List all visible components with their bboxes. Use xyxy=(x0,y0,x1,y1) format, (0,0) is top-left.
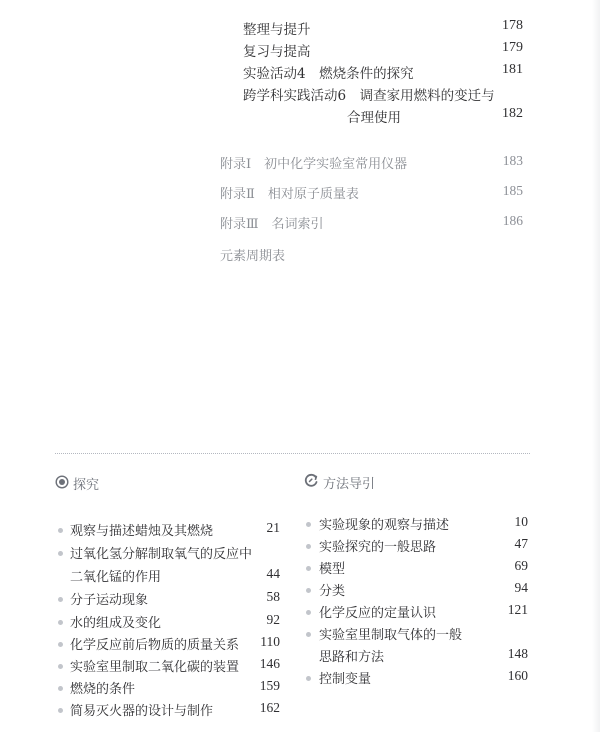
list-item-title: 过氧化氢分解制取氧气的反应中 xyxy=(70,547,253,562)
list-item-page: 10 xyxy=(514,514,528,529)
list-item-page: 69 xyxy=(514,558,528,573)
bullet-dot xyxy=(306,566,311,571)
toc-entry[interactable] xyxy=(243,84,523,124)
list-item-title: 控制变量 xyxy=(319,672,372,687)
toc-entry-page: 178 xyxy=(502,18,523,33)
bullet-dot xyxy=(58,642,63,647)
list-item-page: 160 xyxy=(507,668,528,683)
appendix-entry[interactable] xyxy=(220,153,523,172)
bullet-dot xyxy=(58,620,63,625)
bullet-dot xyxy=(58,664,63,669)
bullet-dot xyxy=(306,544,311,549)
toc-entry-page: 181 xyxy=(502,62,523,77)
appendix-entry-page: 185 xyxy=(502,183,523,198)
list-item-title: 简易灭火器的设计与制作 xyxy=(70,704,214,719)
toc-entry-page: 179 xyxy=(502,40,523,55)
toc-entry-title: 复习与提高 xyxy=(243,44,311,60)
list-item-title: 化学反应前后物质的质量关系 xyxy=(70,638,240,653)
toc-entry-title: 实验活动4 燃烧条件的探究 xyxy=(243,66,414,82)
appendix-entry[interactable] xyxy=(220,183,523,202)
list-item-page: 44 xyxy=(266,566,280,581)
bullet-dot xyxy=(306,522,311,527)
list-item-page: 94 xyxy=(514,580,528,595)
list-item-title: 燃烧的条件 xyxy=(70,682,136,697)
list-item-page: 47 xyxy=(514,536,528,551)
explore-heading-label: 探究 xyxy=(73,478,100,493)
toc-entry-title: 整理与提升 xyxy=(243,22,311,38)
toc-entry[interactable] xyxy=(243,40,523,60)
appendix-entry-title: 元素周期表 xyxy=(220,249,286,264)
target-icon xyxy=(55,475,69,493)
list-item-page: 92 xyxy=(266,612,280,627)
list-item-title: 水的组成及变化 xyxy=(70,616,162,631)
appendix-entry-page: 186 xyxy=(502,213,523,228)
bullet-dot xyxy=(58,597,63,602)
list-item-title: 模型 xyxy=(319,562,346,577)
list-item-page: 146 xyxy=(259,656,280,671)
appendix-entry-title: 附录Ⅱ 相对原子质量表 xyxy=(220,187,359,202)
appendix-entry-page: 183 xyxy=(502,153,523,168)
periodic-table-entry[interactable] xyxy=(220,245,523,264)
list-item-title: 化学反应的定量认识 xyxy=(319,606,437,621)
list-item-title: 实验室里制取二氧化碳的装置 xyxy=(70,660,240,675)
list-item-title-cont: 二氧化锰的作用 xyxy=(70,570,162,585)
bullet-dot xyxy=(58,686,63,691)
list-item-page: 148 xyxy=(507,646,528,661)
list-item-page: 121 xyxy=(507,602,528,617)
list-item-page: 159 xyxy=(259,678,280,693)
list-item-title: 观察与描述蜡烛及其燃烧 xyxy=(70,524,214,539)
list-item-page: 58 xyxy=(266,589,280,604)
list-item-title: 实验探究的一般思路 xyxy=(319,540,437,555)
list-item-title: 实验室里制取气体的一般 xyxy=(319,628,463,643)
explore-heading xyxy=(55,474,99,493)
dotted-divider xyxy=(55,453,530,454)
list-item-title-cont: 思路和方法 xyxy=(319,650,385,665)
list-item-title: 分子运动现象 xyxy=(70,593,149,608)
bullet-dot xyxy=(58,708,63,713)
list-item-title: 分类 xyxy=(319,584,346,599)
bullet-dot xyxy=(58,528,63,533)
appendix-entry[interactable] xyxy=(220,213,523,232)
page-edge-shadow xyxy=(592,0,600,732)
bullet-dot xyxy=(306,588,311,593)
toc-entry-title-cont: 合理使用 xyxy=(347,110,401,126)
refresh-arrow-icon xyxy=(304,473,319,492)
list-item-page: 162 xyxy=(259,700,280,715)
bullet-dot xyxy=(306,632,311,637)
method-heading xyxy=(304,473,375,492)
bullet-dot xyxy=(306,676,311,681)
method-heading-label: 方法导引 xyxy=(323,477,376,492)
bullet-dot xyxy=(306,610,311,615)
list-item-page: 110 xyxy=(260,634,280,649)
appendix-entry-title: 附录Ⅰ 初中化学实验室常用仪器 xyxy=(220,157,408,172)
appendix-entry-title: 附录Ⅲ 名词索引 xyxy=(220,217,324,232)
bullet-dot xyxy=(58,551,63,556)
list-item-title: 实验现象的观察与描述 xyxy=(319,518,450,533)
list-item-page: 21 xyxy=(266,520,280,535)
toc-entry[interactable] xyxy=(243,18,523,38)
toc-entry-page: 182 xyxy=(502,106,523,121)
toc-entry-title: 跨学科实践活动6 调查家用燃料的变迁与 xyxy=(243,88,495,104)
toc-entry[interactable] xyxy=(243,62,523,82)
